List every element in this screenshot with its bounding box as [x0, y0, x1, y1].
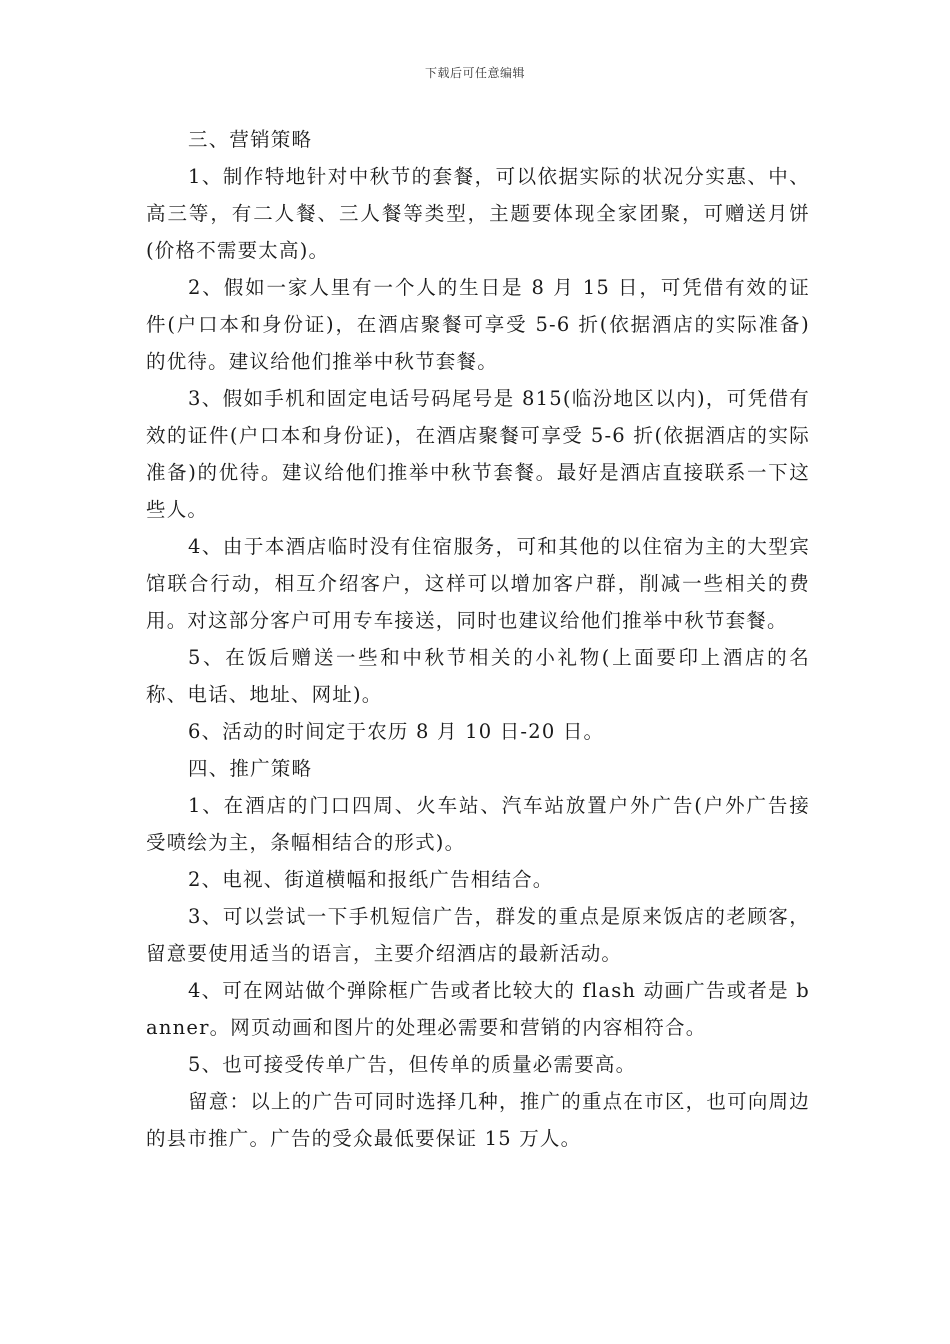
header-note: 下载后可任意编辑 — [424, 66, 525, 80]
paragraph: 6、活动的时间定于农历 8 月 10 日-20 日。 — [188, 720, 605, 743]
paragraph: 3、假如手机和固定电话号码尾号是 815(临汾地区以内)，可凭借有效的证件(户口本和身份证)，在酒店聚餐可享受 5-6 折(依据酒店的实际准备)的优待。建议给他们推举中秋节套餐。最好是酒店直接联系一下这些人。 — [146, 387, 810, 521]
paragraph: 1、制作特地针对中秋节的套餐，可以依据实际的状况分实惠、中、高三等，有二人餐、三人餐等类型，主题要体现全家团聚，可赠送月饼(价格不需要太高)。 — [146, 165, 810, 262]
paragraph: 3、可以尝试一下手机短信广告，群发的重点是原来饭店的老顾客，留意要使用适当的语言，主要介绍酒店的最新活动。 — [146, 905, 810, 965]
section-heading-marketing: 三、营销策略 — [188, 128, 313, 151]
document-body — [146, 121, 810, 1157]
paragraph: 2、假如一家人里有一个人的生日是 8 月 15 日，可凭借有效的证件(户口本和身份证)，在酒店聚餐可享受 5-6 折(依据酒店的实际准备)的优待。建议给他们推举中秋节套餐。 — [146, 276, 810, 373]
paragraph: 4、由于本酒店临时没有住宿服务，可和其他的以住宿为主的大型宾馆联合行动，相互介绍客户，这样可以增加客户群，削减一些相关的费用。对这部分客户可用专车接送，同时也建议给他们推举中秋节套餐。 — [146, 535, 810, 632]
paragraph: 4、可在网站做个弹除框广告或者比较大的 flash 动画广告或者是 banner。网页动画和图片的处理必需要和营销的内容相符合。 — [146, 979, 810, 1039]
paragraph: 1、在酒店的门口四周、火车站、汽车站放置户外广告(户外广告接受喷绘为主，条幅相结合的形式)。 — [146, 794, 810, 854]
paragraph: 5、在饭后赠送一些和中秋节相关的小礼物(上面要印上酒店的名称、电话、地址、网址)。 — [146, 646, 810, 706]
section-heading-promotion: 四、推广策略 — [188, 757, 313, 780]
note-paragraph: 留意：以上的广告可同时选择几种，推广的重点在市区，也可向周边的县市推广。广告的受众最低要保证 15 万人。 — [146, 1090, 810, 1150]
paragraph: 2、电视、街道横幅和报纸广告相结合。 — [188, 868, 554, 891]
paragraph: 5、也可接受传单广告，但传单的质量必需要高。 — [188, 1053, 637, 1076]
